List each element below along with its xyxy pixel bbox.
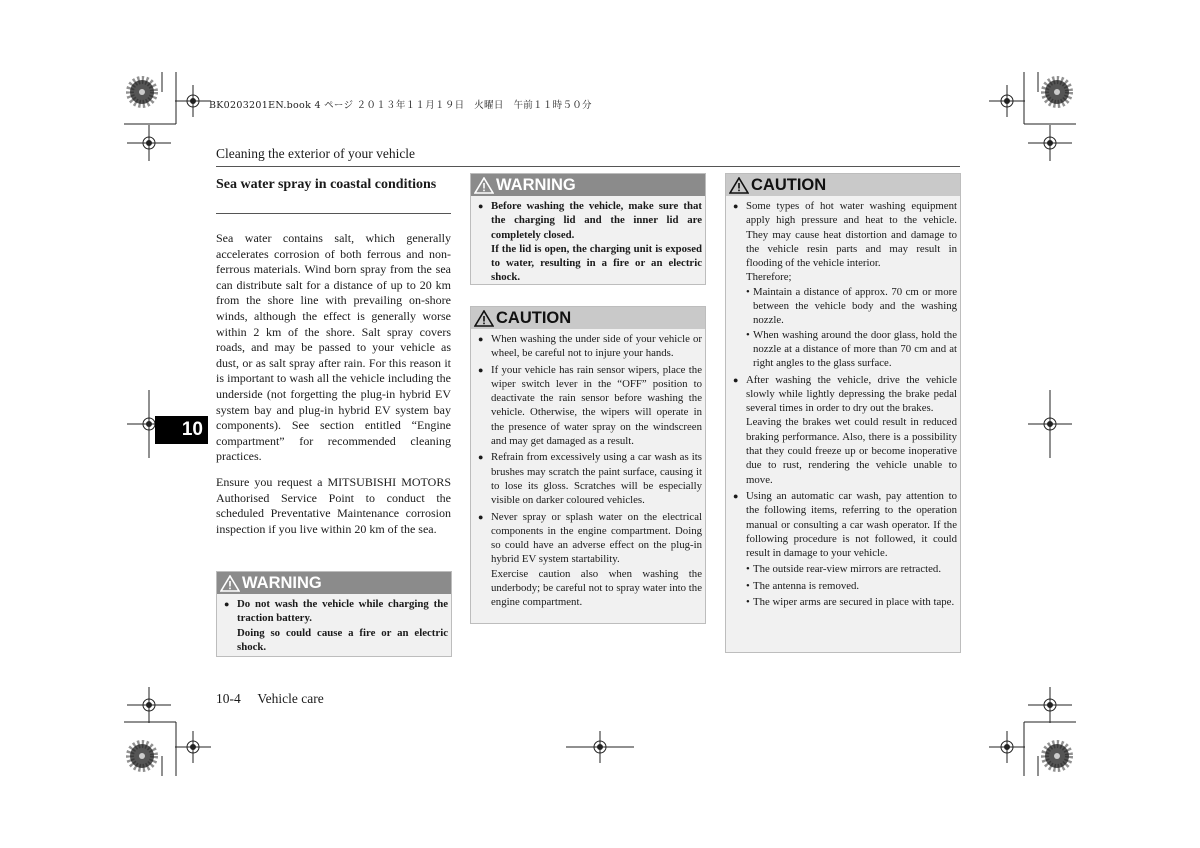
caution-box-washing (470, 306, 706, 624)
caution-bullet: ● After washing the vehicle, drive the vehicle slowly while lightly depressing the brake pedal several times in order to dry out the brakes. (729, 373, 957, 416)
warning-heading: WARNING (242, 573, 322, 592)
print-info-line: BK0203201EN.book 4 ページ ２０１３年１１月１９日 火曜日 午前１１時５０分 (209, 100, 592, 111)
caution-bullet: ● When washing the under side of your vehicle or wheel, be careful not to injure your hands. (474, 332, 702, 361)
warning-body (471, 196, 705, 289)
warning-bullet: ● Do not wash the vehicle while charging the traction battery. (220, 597, 448, 626)
warning-header (217, 572, 451, 594)
warning-bullet: ● Before washing the vehicle, make sure that the charging lid and the inner lid are completely closed. (474, 199, 702, 242)
section-body (216, 231, 451, 537)
page-number: 10-4 (216, 691, 241, 706)
warning-box-charging-lid (470, 173, 706, 285)
caution-bullet: ● If your vehicle has rain sensor wipers, place the wiper switch lever in the “OFF” position to deactivate the rain sensor before washing the vehicle. Otherwise, the wipers will operate in the presence of water spray on the windscreen and may get damaged as a result. (474, 363, 702, 449)
caution-therefore: Therefore; (746, 271, 792, 284)
section-paragraph-2: Ensure you request a MITSUBISHI MOTORS Authorised Service Point to conduct the scheduled Preventative Maintenance corrosion inspection if you live within 20 km of the sea. (216, 474, 451, 536)
section-paragraph-1: Sea water contains salt, which generally accelerates corrosion of both ferrous and non-ferrous materials. Wind born spray from the sea can distribute salt for a distance of up to 20 km from the shore line with prevailing on-shore winds, although the effect is generally worse within 2 km of the shore. Salt spray covers roads, and may be passed to your vehicle as dust, or as salt spray after rain. For this reason it is important to wash all the vehicle including the underside (not forgetting the plug-in hybrid EV system bay and plug-in hybrid EV system bay components). See section entitled “Engine compartment” for recommended cleaning practices. (216, 231, 451, 464)
caution-body (471, 329, 705, 614)
caution-sub-bullet: • The outside rear-view mirrors are retracted. (729, 562, 957, 576)
caution-bullet: ● Some types of hot water washing equipment apply high pressure and heat to the vehicle. They may cause heat distortion and damage to the vehicle resin parts and may result in flooding of the vehicle interior. (729, 199, 957, 270)
footer-section-name: Vehicle care (257, 691, 324, 706)
header-divider (216, 166, 960, 167)
warning-triangle-icon (474, 177, 494, 194)
caution-sub-bullet: • When washing around the door glass, hold the nozzle at a distance of more than 70 cm and at right angles to the glass surface. (729, 328, 957, 371)
caution-body (726, 196, 960, 613)
caution-header (471, 307, 705, 329)
warning-note: If the lid is open, the charging unit is exposed to water, resulting in a fire or an electric shock. (491, 242, 702, 284)
chapter-tab: 10 (155, 416, 208, 444)
page-header-title: Cleaning the exterior of your vehicle (216, 146, 416, 161)
caution-bullet: ● Refrain from excessively using a car wash as its brushes may scratch the paint surface, causing it to lose its gloss. Scratches will be especially visible on darker coloured vehicles. (474, 450, 702, 507)
section-title: Sea water spray in coastal conditions (216, 177, 437, 192)
caution-sub-bullet: • Maintain a distance of approx. 70 cm or more between the vehicle body and the washing nozzle. (729, 285, 957, 328)
caution-triangle-icon (474, 310, 494, 327)
caution-bullet: ● Never spray or splash water on the electrical components in the engine compartment. Doing so could have an adverse effect on the plug-in hybrid EV system startability. (474, 510, 702, 567)
caution-sub-bullet: • The antenna is removed. (729, 579, 957, 593)
caution-heading: CAUTION (496, 308, 572, 327)
warning-box-charging (216, 571, 452, 657)
warning-heading: WARNING (496, 175, 576, 194)
caution-box-equipment (725, 173, 961, 653)
caution-header (726, 174, 960, 196)
section-divider (216, 213, 451, 214)
warning-header (471, 174, 705, 196)
warning-note: Doing so could cause a fire or an electric shock. (237, 626, 448, 653)
caution-heading: CAUTION (751, 175, 827, 194)
caution-bullet: ● Using an automatic car wash, pay attention to the following items, referring to the operation manual or consulting a car wash operator. If the following procedure is not followed, it could result in damage to your vehicle. (729, 489, 957, 560)
caution-sub-bullet: • The wiper arms are secured in place with tape. (729, 595, 957, 609)
page-footer (216, 691, 324, 707)
warning-body (217, 594, 451, 658)
caution-triangle-icon (729, 177, 749, 194)
caution-note: Exercise caution also when washing the underbody; be careful not to spray water into the engine compartment. (491, 567, 702, 609)
caution-note: Leaving the brakes wet could result in reduced braking performance. Also, there is a possibility that they could freeze up or become inoperative due to rust, rendering the vehicle unable to move. (746, 416, 957, 486)
warning-triangle-icon (220, 575, 240, 592)
